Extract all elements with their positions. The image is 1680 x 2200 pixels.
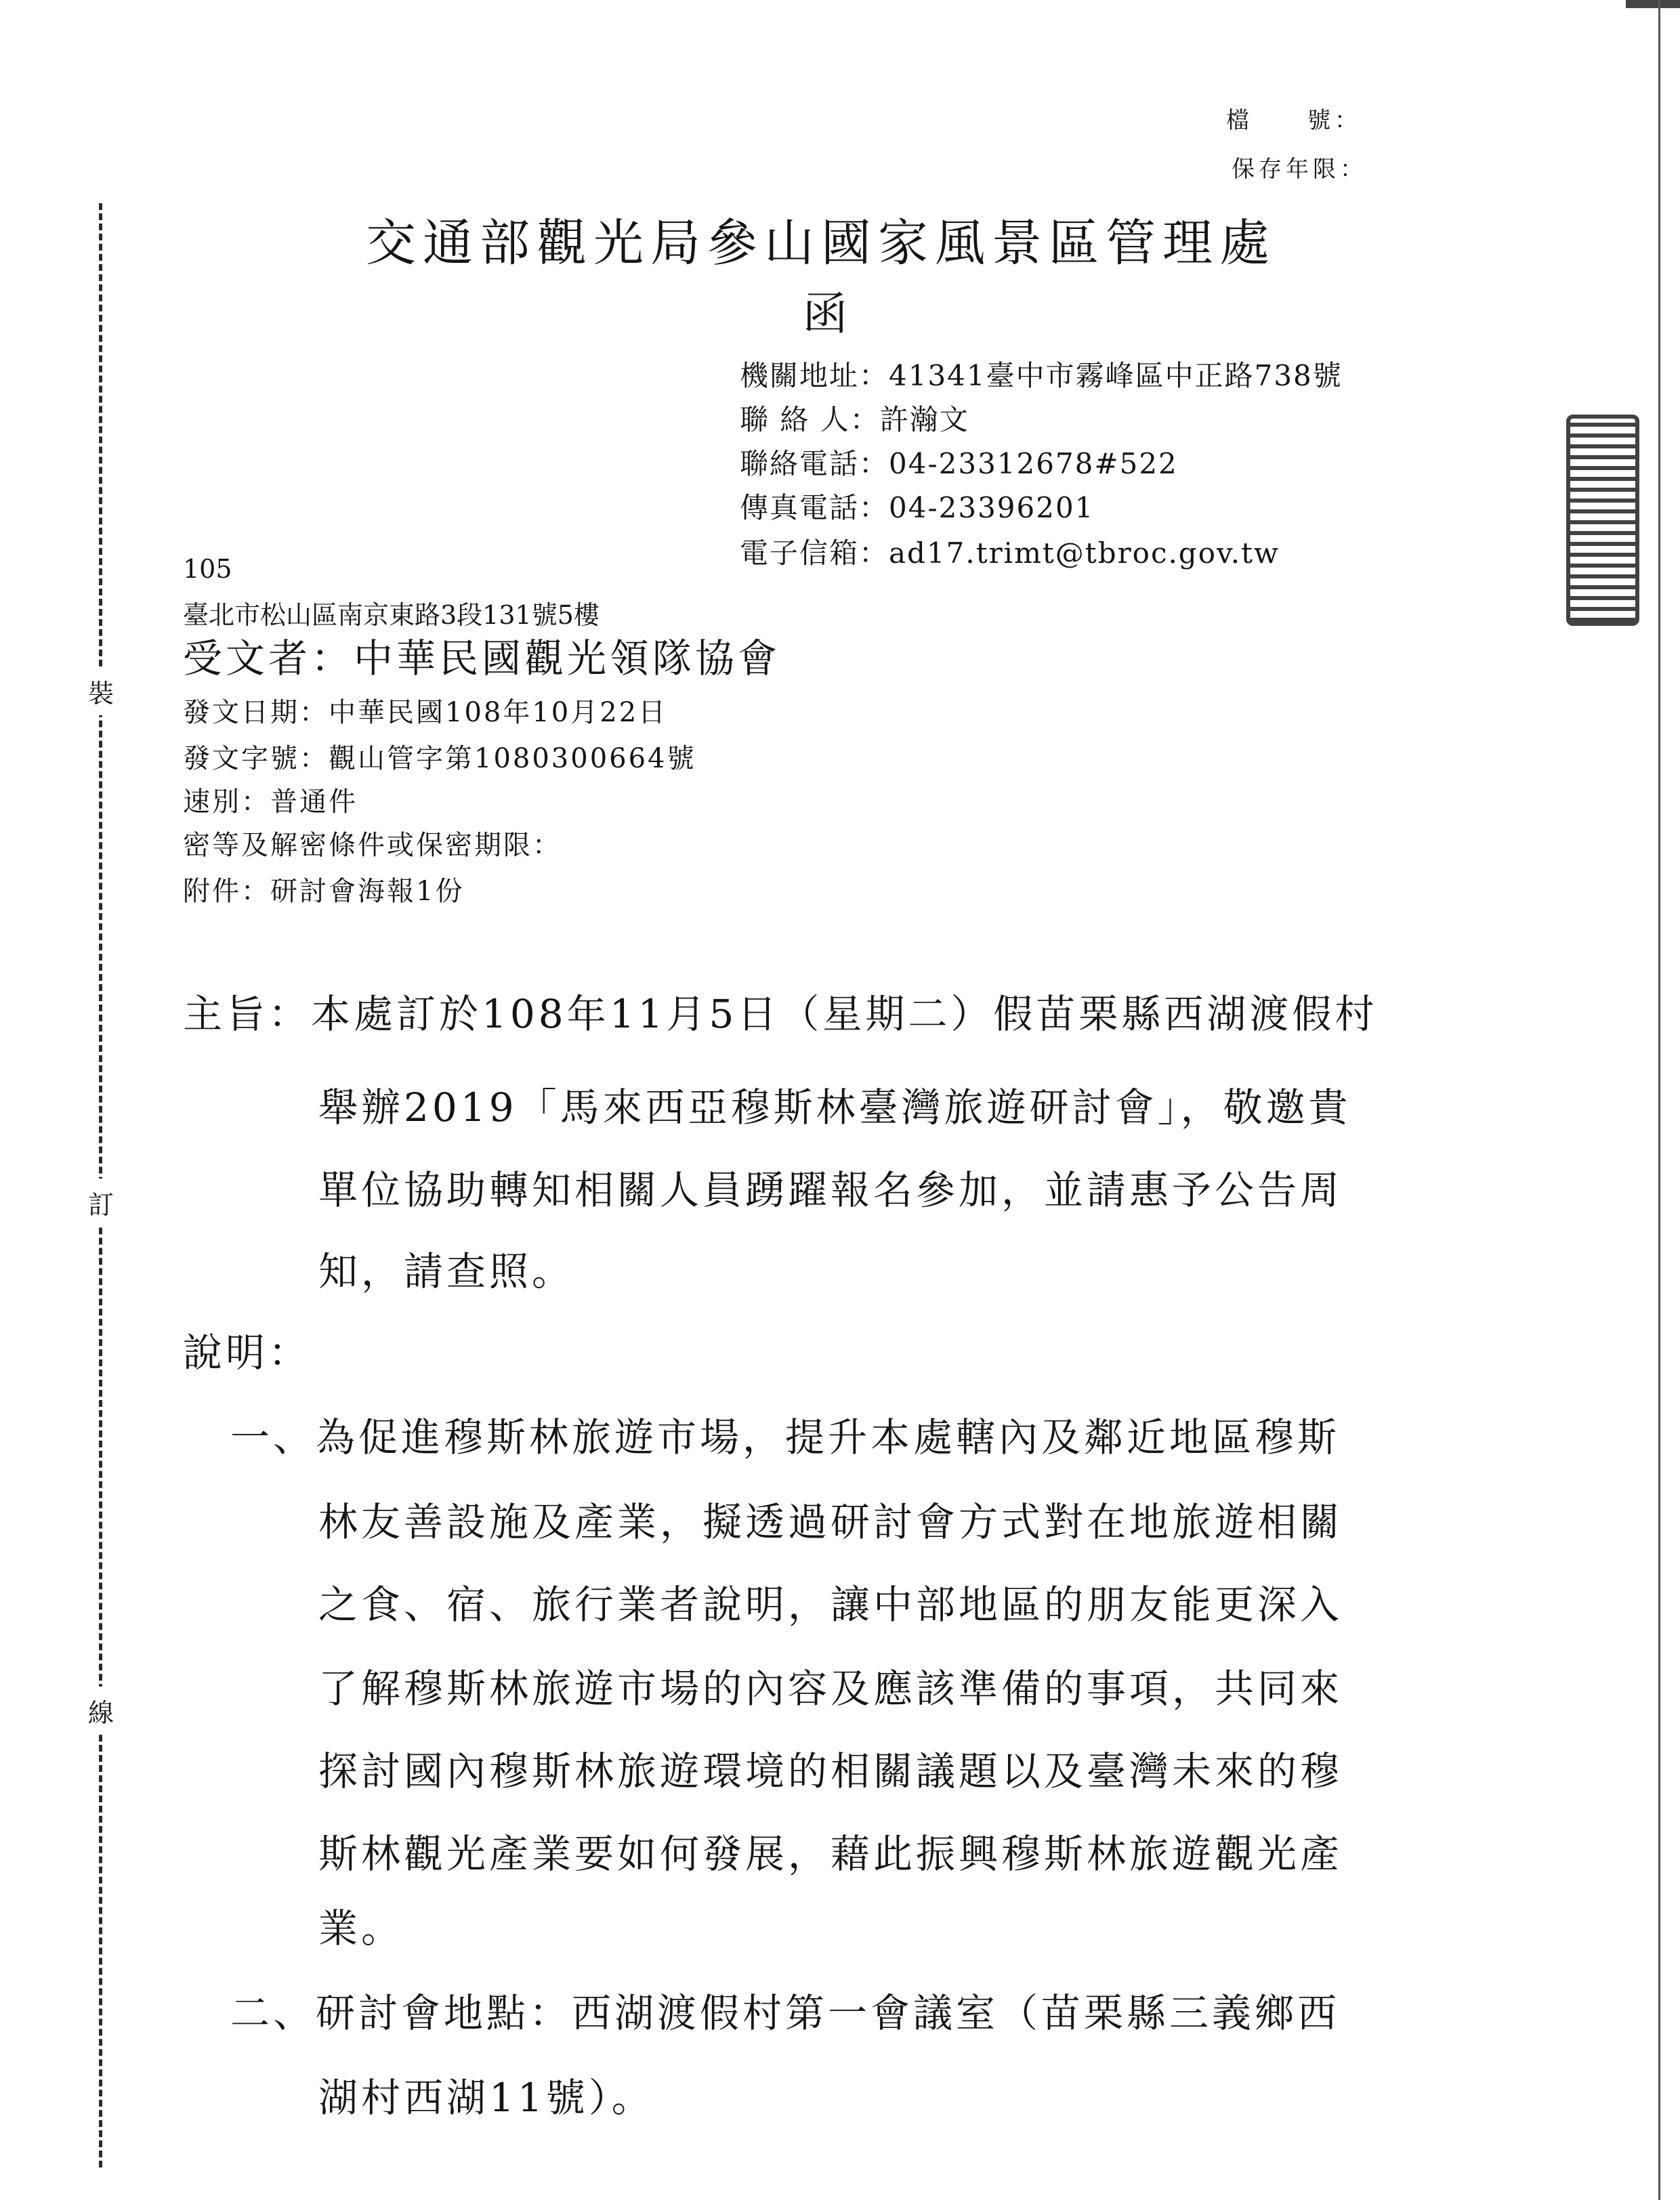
explanation-item-1-line: 了解穆斯林旅遊市場的內容及應該準備的事項，共同來: [318, 1666, 1343, 1712]
explanation-item-1-line: 探討國內穆斯林旅遊環境的相關議題以及臺灣未來的穆: [318, 1748, 1343, 1794]
explanation-item-2-line: 二、研討會地點：西湖渡假村第一會議室（苗栗縣三義鄉西: [230, 1990, 1341, 2036]
agency-title: 交通部觀光局參山國家風景區管理處: [366, 214, 1276, 272]
explanation-item-2-line: 湖村西湖11號）。: [318, 2075, 654, 2121]
received-stamp: [1566, 415, 1639, 626]
document-type: 函: [803, 288, 847, 340]
subject-line: 單位協助轉知相關人員踴躍報名參加，並請惠予公告周: [318, 1167, 1343, 1213]
explanation-item-1-line: 一、為促進穆斯林旅遊市場，提升本處轄內及鄰近地區穆斯: [230, 1414, 1341, 1460]
explanation-item-1-line: 業。: [318, 1905, 404, 1951]
subject-line: 知，請查照。: [318, 1248, 575, 1294]
contact-email: 電子信箱：ad17.trimt@tbroc.gov.tw: [740, 536, 1280, 570]
contact-address: 機關地址：41341臺中市霧峰區中正路738號: [740, 359, 1343, 392]
binding-mark-xian: 線: [85, 1687, 117, 1735]
explanation-heading: 說明：: [183, 1330, 312, 1376]
postal-code: 105: [183, 554, 232, 584]
retention-period-label: 保存年限：: [1232, 156, 1367, 183]
explanation-item-1-line: 之食、宿、旅行業者說明，讓中部地區的朋友能更深入: [318, 1582, 1343, 1628]
explanation-item-1-line: 林友善設施及產業，擬透過研討會方式對在地旅遊相關: [318, 1499, 1343, 1545]
binding-mark-zhuang: 裝: [85, 667, 117, 715]
scan-edge-top: [1626, 0, 1680, 8]
scan-edge-right: [1658, 0, 1660, 2200]
issue-date: 發文日期：中華民國108年10月22日: [183, 697, 668, 728]
explanation-item-1-line: 斯林觀光產業要如何發展，藉此振興穆斯林旅遊觀光產: [318, 1831, 1343, 1877]
contact-phone: 聯絡電話：04-23312678#522: [740, 447, 1178, 480]
issue-number: 發文字號：觀山管字第1080300664號: [183, 743, 696, 774]
receiver: 受文者：中華民國觀光領隊協會: [183, 635, 781, 681]
file-number-label: 檔 號：: [1226, 107, 1362, 134]
recipient-address: 臺北市松山區南京東路3段131號5樓: [183, 600, 600, 630]
contact-fax: 傳真電話：04-23396201: [740, 491, 1095, 524]
secrecy-level: 密等及解密條件或保密期限：: [183, 830, 562, 861]
binding-mark-ding: 訂: [85, 1179, 117, 1227]
subject-line: 舉辦2019「馬來西亞穆斯林臺灣旅遊研討會」，敬邀貴: [318, 1084, 1351, 1130]
contact-person: 聯 絡 人：許瀚文: [740, 403, 969, 436]
delivery-speed: 速別：普通件: [183, 786, 358, 818]
attachment: 附件：研討會海報1份: [183, 876, 465, 907]
subject-line: 主旨：本處訂於108年11月5日（星期二）假苗栗縣西湖渡假村: [183, 991, 1378, 1037]
